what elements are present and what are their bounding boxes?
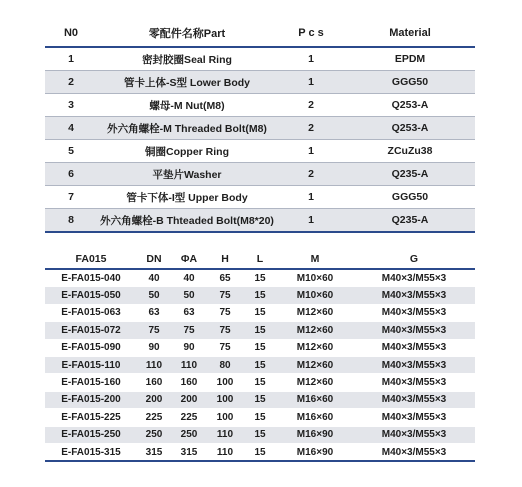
cell-phi-a: 250	[171, 426, 207, 443]
cell-dn: 110	[137, 356, 171, 373]
cell-phi-a: 90	[171, 339, 207, 356]
cell-dn: 63	[137, 304, 171, 321]
cell-no: 6	[45, 163, 97, 186]
cell-h: 110	[207, 443, 243, 461]
cell-h: 110	[207, 426, 243, 443]
cell-h: 75	[207, 322, 243, 339]
cell-dn: 50	[137, 287, 171, 304]
cell-dn: 160	[137, 374, 171, 391]
cell-pcs: 2	[277, 163, 345, 186]
cell-pcs: 1	[277, 209, 345, 233]
cell-model-code: E-FA015-315	[45, 443, 137, 461]
cell-phi-a: 50	[171, 287, 207, 304]
cell-model-code: E-FA015-050	[45, 287, 137, 304]
cell-material: GGG50	[345, 186, 475, 209]
dimensions-row	[45, 322, 475, 339]
cell-pcs: 2	[277, 94, 345, 117]
parts-row	[45, 71, 475, 94]
cell-h: 80	[207, 356, 243, 373]
parts-row	[45, 47, 475, 71]
cell-g: M40×3/M55×3	[353, 443, 475, 461]
cell-l: 15	[243, 339, 277, 356]
cell-material: GGG50	[345, 71, 475, 94]
header-m: M	[277, 250, 353, 269]
parts-row	[45, 209, 475, 233]
cell-g: M40×3/M55×3	[353, 409, 475, 426]
parts-row	[45, 163, 475, 186]
cell-part-name: 外六角螺栓-M Threaded Bolt(M8)	[97, 117, 277, 140]
cell-h: 100	[207, 391, 243, 408]
cell-g: M40×3/M55×3	[353, 339, 475, 356]
parts-header-row	[45, 20, 475, 47]
dimensions-row	[45, 443, 475, 461]
cell-material: ZCuZu38	[345, 140, 475, 163]
cell-m: M16×90	[277, 443, 353, 461]
cell-l: 15	[243, 426, 277, 443]
cell-phi-a: 315	[171, 443, 207, 461]
cell-g: M40×3/M55×3	[353, 374, 475, 391]
cell-dn: 250	[137, 426, 171, 443]
cell-dn: 40	[137, 269, 171, 287]
parts-table	[45, 20, 475, 233]
header-l: L	[243, 250, 277, 269]
cell-g: M40×3/M55×3	[353, 322, 475, 339]
header-code: FA015	[45, 250, 137, 269]
cell-l: 15	[243, 304, 277, 321]
header-part: 零配件名称Part	[97, 20, 277, 47]
cell-h: 100	[207, 374, 243, 391]
cell-m: M10×60	[277, 269, 353, 287]
cell-l: 15	[243, 356, 277, 373]
cell-model-code: E-FA015-250	[45, 426, 137, 443]
cell-material: Q253-A	[345, 117, 475, 140]
cell-model-code: E-FA015-063	[45, 304, 137, 321]
dimensions-table	[45, 250, 475, 462]
dimensions-row	[45, 287, 475, 304]
cell-no: 1	[45, 47, 97, 71]
cell-phi-a: 63	[171, 304, 207, 321]
cell-phi-a: 110	[171, 356, 207, 373]
cell-pcs: 1	[277, 47, 345, 71]
cell-pcs: 2	[277, 117, 345, 140]
cell-model-code: E-FA015-225	[45, 409, 137, 426]
header-g: G	[353, 250, 475, 269]
header-material: Material	[345, 20, 475, 47]
cell-pcs: 1	[277, 71, 345, 94]
cell-l: 15	[243, 391, 277, 408]
cell-part-name: 管卡上体-S型 Lower Body	[97, 71, 277, 94]
header-no: N0	[45, 20, 97, 47]
cell-model-code: E-FA015-040	[45, 269, 137, 287]
cell-part-name: 铜圈Copper Ring	[97, 140, 277, 163]
cell-g: M40×3/M55×3	[353, 391, 475, 408]
cell-no: 3	[45, 94, 97, 117]
cell-phi-a: 200	[171, 391, 207, 408]
cell-part-name: 密封胶圈Seal Ring	[97, 47, 277, 71]
cell-l: 15	[243, 287, 277, 304]
cell-g: M40×3/M55×3	[353, 304, 475, 321]
cell-phi-a: 225	[171, 409, 207, 426]
cell-material: Q235-A	[345, 209, 475, 233]
cell-g: M40×3/M55×3	[353, 356, 475, 373]
dimensions-row	[45, 356, 475, 373]
cell-material: Q253-A	[345, 94, 475, 117]
dimensions-row	[45, 426, 475, 443]
cell-l: 15	[243, 409, 277, 426]
parts-row	[45, 186, 475, 209]
cell-m: M12×60	[277, 304, 353, 321]
dimensions-row	[45, 304, 475, 321]
cell-dn: 200	[137, 391, 171, 408]
header-pcs: P c s	[277, 20, 345, 47]
cell-no: 4	[45, 117, 97, 140]
cell-m: M10×60	[277, 287, 353, 304]
cell-l: 15	[243, 374, 277, 391]
cell-model-code: E-FA015-072	[45, 322, 137, 339]
cell-g: M40×3/M55×3	[353, 269, 475, 287]
cell-m: M16×60	[277, 391, 353, 408]
parts-row	[45, 94, 475, 117]
cell-model-code: E-FA015-200	[45, 391, 137, 408]
cell-l: 15	[243, 322, 277, 339]
cell-m: M12×60	[277, 356, 353, 373]
cell-m: M16×90	[277, 426, 353, 443]
cell-part-name: 外六角螺栓-B Thteaded Bolt(M8*20)	[97, 209, 277, 233]
cell-h: 75	[207, 304, 243, 321]
cell-m: M16×60	[277, 409, 353, 426]
cell-phi-a: 75	[171, 322, 207, 339]
cell-no: 2	[45, 71, 97, 94]
dimensions-header-row	[45, 250, 475, 269]
cell-no: 5	[45, 140, 97, 163]
dimensions-row	[45, 269, 475, 287]
parts-row	[45, 140, 475, 163]
cell-l: 15	[243, 269, 277, 287]
header-dn: DN	[137, 250, 171, 269]
cell-model-code: E-FA015-110	[45, 356, 137, 373]
cell-pcs: 1	[277, 140, 345, 163]
cell-m: M12×60	[277, 339, 353, 356]
cell-material: EPDM	[345, 47, 475, 71]
cell-phi-a: 40	[171, 269, 207, 287]
cell-part-name: 螺母-M Nut(M8)	[97, 94, 277, 117]
cell-l: 15	[243, 443, 277, 461]
cell-phi-a: 160	[171, 374, 207, 391]
dimensions-table-body	[45, 269, 475, 461]
cell-h: 100	[207, 409, 243, 426]
cell-h: 75	[207, 339, 243, 356]
cell-h: 65	[207, 269, 243, 287]
cell-g: M40×3/M55×3	[353, 287, 475, 304]
cell-m: M12×60	[277, 322, 353, 339]
dimensions-row	[45, 339, 475, 356]
cell-model-code: E-FA015-160	[45, 374, 137, 391]
cell-material: Q235-A	[345, 163, 475, 186]
parts-row	[45, 117, 475, 140]
cell-m: M12×60	[277, 374, 353, 391]
parts-table-body	[45, 47, 475, 232]
header-phi-a: ΦA	[171, 250, 207, 269]
dimensions-row	[45, 391, 475, 408]
dimensions-row	[45, 409, 475, 426]
cell-no: 8	[45, 209, 97, 233]
cell-no: 7	[45, 186, 97, 209]
cell-g: M40×3/M55×3	[353, 426, 475, 443]
cell-dn: 90	[137, 339, 171, 356]
header-h: H	[207, 250, 243, 269]
cell-dn: 75	[137, 322, 171, 339]
cell-pcs: 1	[277, 186, 345, 209]
dimensions-row	[45, 374, 475, 391]
cell-model-code: E-FA015-090	[45, 339, 137, 356]
cell-part-name: 平垫片Washer	[97, 163, 277, 186]
cell-dn: 315	[137, 443, 171, 461]
cell-part-name: 管卡下体-I型 Upper Body	[97, 186, 277, 209]
cell-h: 75	[207, 287, 243, 304]
cell-dn: 225	[137, 409, 171, 426]
